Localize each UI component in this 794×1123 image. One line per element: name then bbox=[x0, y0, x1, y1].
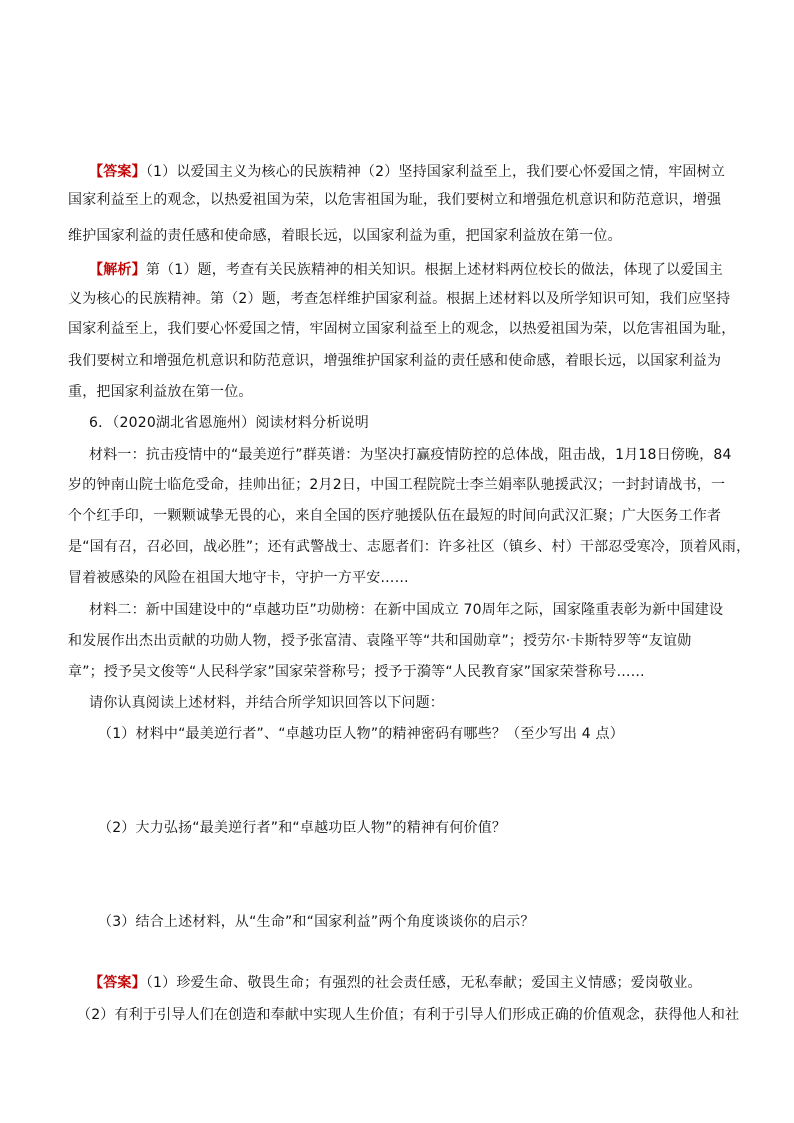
analysis1-line-4: 我们要树立和增强危机意识和防范意识，增强维护国家利益的责任感和使命感，着眼长远，以国家利益为 bbox=[68, 353, 722, 369]
material2-line-3: 章”；授予吴文俊等“人民科学家”国家荣誉称号；授予于漪等“人民教育家”国家荣誉称号…… bbox=[68, 664, 645, 680]
answer1-line-1: 【答案】（1）以爱国主义为核心的民族精神（2）坚持国家利益至上，我们要心怀爱国之情，牢固树立 bbox=[89, 164, 726, 180]
analysis1-line-1: 【解析】第（1）题，考查有关民族精神的相关知识。根据上述材料两位校长的做法，体现了以爱国主 bbox=[89, 262, 723, 278]
sub-question-2: （2）大力弘扬“最美逆行者”和“卓越功臣人物”的精神有何价值？ bbox=[98, 820, 507, 836]
sub-question-1: （1）材料中“最美逆行者”、“卓越功臣人物”的精神密码有哪些？（至少写出 4 点） bbox=[98, 726, 624, 742]
instruction: 请你认真阅读上述材料，并结合所学知识回答以下问题： bbox=[89, 695, 444, 711]
answer1-line-2: 国家利益至上的观念，以热爱祖国为荣，以危害祖国为耻，我们要树立和增强危机意识和防范意识，增强 bbox=[68, 192, 722, 208]
material1-line-1: 材料一：抗击疫情中的“最美逆行”群英谱：为坚决打赢疫情防控的总体战，阻击战，1月18日傍晚，84 bbox=[89, 447, 732, 463]
material2-line-2: 和发展作出杰出贡献的功勋人物，授予张富清、袁隆平等“共和国勋章”；授劳尔·卡斯特罗等“友谊勋 bbox=[68, 633, 692, 649]
answer-tag-2: 【答案】 bbox=[89, 975, 146, 991]
answer2-line-2: （2）有利于引导人们在创造和奉献中实现人生价值；有利于引导人们形成正确的价值观念，获得他人和社 bbox=[77, 1007, 740, 1023]
analysis1-line-3: 国家利益至上，我们要心怀爱国之情，牢固树立国家利益至上的观念，以热爱祖国为荣，以危害祖国为耻， bbox=[68, 321, 736, 337]
material1-line-5: 冒着被感染的风险在祖国大地守卡，守护一方平安…… bbox=[68, 570, 409, 586]
analysis-tag: 【解析】 bbox=[89, 262, 146, 278]
sub-question-3: （3）结合上述材料，从“生命”和“国家利益”两个角度谈谈你的启示？ bbox=[98, 914, 535, 930]
answer2-line-1: 【答案】（1）珍爱生命、敬畏生命；有强烈的社会责任感，无私奉献；爱国主义情感；爱岗敬业。 bbox=[89, 975, 702, 991]
material2-line-1: 材料二：新中国建设中的“卓越功臣”功勋榜：在新中国成立 70周年之际，国家隆重表彰为新中国建设 bbox=[89, 602, 724, 618]
material1-line-2: 岁的钟南山院士临危受命，挂帅出征；2月2日，中国工程院院士李兰娟率队驰援武汉；一封封请战书，一 bbox=[68, 477, 726, 493]
question6-heading: 6．（2020湖北省恩施州）阅读材料分析说明 bbox=[89, 415, 369, 431]
analysis1-line-5: 重，把国家利益放在第一位。 bbox=[68, 384, 253, 400]
answer1-line-3: 维护国家利益的责任感和使命感，着眼长远，以国家利益为重，把国家利益放在第一位。 bbox=[68, 228, 622, 244]
answer-tag: 【答案】 bbox=[89, 164, 146, 180]
material1-line-4: 是“国有召，召必回，战必胜”；还有武警战士、志愿者们：许多社区（镇乡、村）干部忍受寒冷，顶着风雨， bbox=[68, 539, 751, 555]
material1-line-3: 个个红手印，一颗颗诚挚无畏的心，来自全国的医疗驰援队伍在最短的时间向武汉汇聚；广大医务工作者 bbox=[68, 508, 722, 524]
analysis1-line-2: 义为核心的民族精神。第（2）题，考查怎样维护国家利益。根据上述材料以及所学知识可知，我们应坚持 bbox=[68, 291, 731, 307]
